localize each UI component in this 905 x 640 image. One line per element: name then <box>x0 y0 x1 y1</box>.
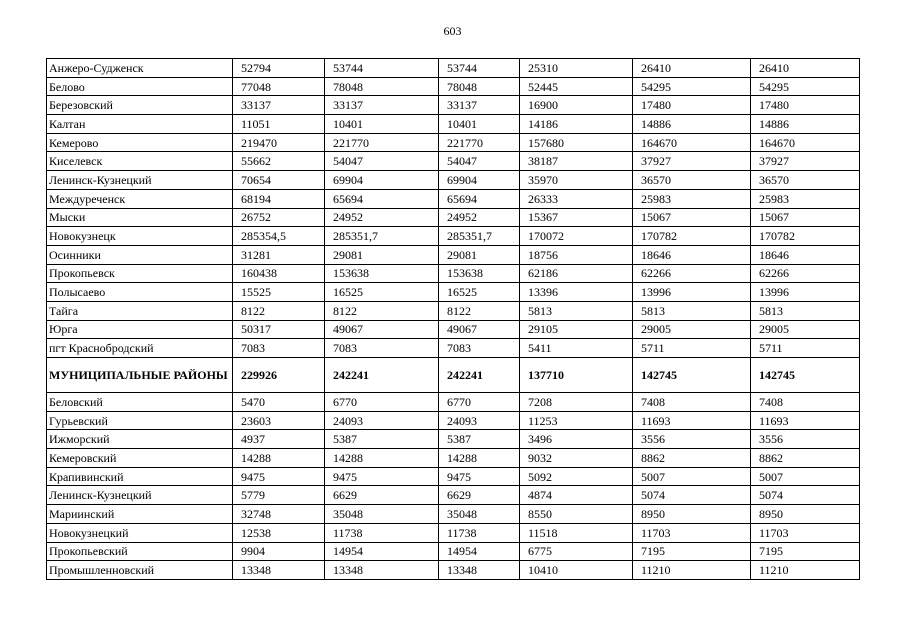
table-row <box>47 542 860 561</box>
table-row <box>47 561 860 580</box>
row-name-cell: Беловский <box>47 393 233 412</box>
value-cell-col-4: 26333 <box>520 189 633 208</box>
value-cell-col-2: 24093 <box>325 411 439 430</box>
value-cell-col-1: 285354,5 <box>233 227 325 246</box>
value-cell-col-2: 29081 <box>325 245 439 264</box>
table-row <box>47 208 860 227</box>
value-cell-col-1: 12538 <box>233 523 325 542</box>
value-cell-col-4: 4874 <box>520 486 633 505</box>
row-name-cell: Кемерово <box>47 133 233 152</box>
table-body <box>47 59 860 580</box>
row-name-cell: Тайга <box>47 301 233 320</box>
value-cell-col-4: 7208 <box>520 393 633 412</box>
table-row <box>47 245 860 264</box>
value-cell-col-1: 160438 <box>233 264 325 283</box>
value-cell-col-5: 37927 <box>633 152 751 171</box>
value-cell-col-3: 10401 <box>439 115 520 134</box>
value-cell-col-1: 4937 <box>233 430 325 449</box>
value-cell-col-2: 14288 <box>325 449 439 468</box>
value-cell-col-2: 242241 <box>325 358 439 393</box>
row-name-cell: Осинники <box>47 245 233 264</box>
value-cell-col-1: 33137 <box>233 96 325 115</box>
table-row <box>47 283 860 302</box>
row-name-cell: Прокопьевск <box>47 264 233 283</box>
table-row <box>47 449 860 468</box>
value-cell-col-4: 29105 <box>520 320 633 339</box>
value-cell-col-4: 3496 <box>520 430 633 449</box>
value-cell-col-6: 5007 <box>751 467 860 486</box>
row-name-cell: Ленинск-Кузнецкий <box>47 171 233 190</box>
value-cell-col-6: 5074 <box>751 486 860 505</box>
row-name-cell: Ижморский <box>47 430 233 449</box>
value-cell-col-1: 5779 <box>233 486 325 505</box>
row-name-cell: Ленинск-Кузнецкий <box>47 486 233 505</box>
row-name-cell: Анжеро-Судженск <box>47 59 233 78</box>
table-row <box>47 411 860 430</box>
value-cell-col-6: 11693 <box>751 411 860 430</box>
value-cell-col-3: 7083 <box>439 339 520 358</box>
value-cell-col-5: 8950 <box>633 505 751 524</box>
table-row <box>47 115 860 134</box>
value-cell-col-6: 17480 <box>751 96 860 115</box>
value-cell-col-2: 33137 <box>325 96 439 115</box>
value-cell-col-5: 17480 <box>633 96 751 115</box>
value-cell-col-2: 14954 <box>325 542 439 561</box>
value-cell-col-3: 9475 <box>439 467 520 486</box>
row-name-cell: пгт Краснобродский <box>47 339 233 358</box>
value-cell-col-5: 7408 <box>633 393 751 412</box>
value-cell-col-4: 6775 <box>520 542 633 561</box>
value-cell-col-2: 16525 <box>325 283 439 302</box>
table-row <box>47 486 860 505</box>
value-cell-col-4: 14186 <box>520 115 633 134</box>
row-name-cell: Мыски <box>47 208 233 227</box>
value-cell-col-6: 8950 <box>751 505 860 524</box>
row-name-cell: Березовский <box>47 96 233 115</box>
value-cell-col-1: 55662 <box>233 152 325 171</box>
value-cell-col-3: 14954 <box>439 542 520 561</box>
row-name-cell: МУНИЦИПАЛЬНЫЕ РАЙОНЫ <box>47 358 233 393</box>
table-row <box>47 505 860 524</box>
value-cell-col-6: 7195 <box>751 542 860 561</box>
value-cell-col-6: 62266 <box>751 264 860 283</box>
value-cell-col-2: 5387 <box>325 430 439 449</box>
table-row-summary <box>47 358 860 393</box>
value-cell-col-6: 7408 <box>751 393 860 412</box>
table-row <box>47 59 860 78</box>
value-cell-col-5: 5007 <box>633 467 751 486</box>
value-cell-col-2: 53744 <box>325 59 439 78</box>
value-cell-col-6: 11210 <box>751 561 860 580</box>
value-cell-col-3: 14288 <box>439 449 520 468</box>
value-cell-col-3: 6629 <box>439 486 520 505</box>
value-cell-col-4: 18756 <box>520 245 633 264</box>
value-cell-col-6: 54295 <box>751 77 860 96</box>
value-cell-col-1: 26752 <box>233 208 325 227</box>
value-cell-col-5: 5711 <box>633 339 751 358</box>
value-cell-col-3: 49067 <box>439 320 520 339</box>
value-cell-col-1: 31281 <box>233 245 325 264</box>
row-name-cell: Новокузнецк <box>47 227 233 246</box>
value-cell-col-5: 25983 <box>633 189 751 208</box>
value-cell-col-5: 18646 <box>633 245 751 264</box>
value-cell-col-3: 65694 <box>439 189 520 208</box>
value-cell-col-1: 229926 <box>233 358 325 393</box>
value-cell-col-2: 6770 <box>325 393 439 412</box>
value-cell-col-3: 8122 <box>439 301 520 320</box>
value-cell-col-4: 16900 <box>520 96 633 115</box>
row-name-cell: Кемеровский <box>47 449 233 468</box>
value-cell-col-4: 38187 <box>520 152 633 171</box>
value-cell-col-6: 18646 <box>751 245 860 264</box>
value-cell-col-4: 137710 <box>520 358 633 393</box>
value-cell-col-4: 5411 <box>520 339 633 358</box>
value-cell-col-2: 221770 <box>325 133 439 152</box>
value-cell-col-6: 25983 <box>751 189 860 208</box>
value-cell-col-1: 13348 <box>233 561 325 580</box>
table-row <box>47 320 860 339</box>
value-cell-col-4: 52445 <box>520 77 633 96</box>
value-cell-col-3: 221770 <box>439 133 520 152</box>
value-cell-col-6: 5813 <box>751 301 860 320</box>
value-cell-col-5: 142745 <box>633 358 751 393</box>
table-row <box>47 152 860 171</box>
value-cell-col-2: 7083 <box>325 339 439 358</box>
table-row <box>47 393 860 412</box>
value-cell-col-3: 78048 <box>439 77 520 96</box>
table-row <box>47 171 860 190</box>
value-cell-col-1: 68194 <box>233 189 325 208</box>
row-name-cell: Крапивинский <box>47 467 233 486</box>
value-cell-col-1: 9904 <box>233 542 325 561</box>
row-name-cell: Промышленновский <box>47 561 233 580</box>
value-cell-col-3: 54047 <box>439 152 520 171</box>
value-cell-col-1: 9475 <box>233 467 325 486</box>
value-cell-col-4: 11253 <box>520 411 633 430</box>
row-name-cell: Междуреченск <box>47 189 233 208</box>
value-cell-col-3: 242241 <box>439 358 520 393</box>
table-row <box>47 189 860 208</box>
value-cell-col-3: 11738 <box>439 523 520 542</box>
value-cell-col-2: 35048 <box>325 505 439 524</box>
value-cell-col-3: 153638 <box>439 264 520 283</box>
value-cell-col-2: 153638 <box>325 264 439 283</box>
value-cell-col-2: 78048 <box>325 77 439 96</box>
value-cell-col-6: 29005 <box>751 320 860 339</box>
value-cell-col-3: 5387 <box>439 430 520 449</box>
table-row <box>47 430 860 449</box>
row-name-cell: Киселевск <box>47 152 233 171</box>
value-cell-col-5: 54295 <box>633 77 751 96</box>
value-cell-col-3: 13348 <box>439 561 520 580</box>
row-name-cell: Полысаево <box>47 283 233 302</box>
value-cell-col-6: 13996 <box>751 283 860 302</box>
value-cell-col-1: 15525 <box>233 283 325 302</box>
value-cell-col-6: 11703 <box>751 523 860 542</box>
value-cell-col-5: 11693 <box>633 411 751 430</box>
value-cell-col-2: 54047 <box>325 152 439 171</box>
row-name-cell: Юрга <box>47 320 233 339</box>
value-cell-col-2: 11738 <box>325 523 439 542</box>
value-cell-col-5: 170782 <box>633 227 751 246</box>
value-cell-col-5: 11210 <box>633 561 751 580</box>
table-row <box>47 133 860 152</box>
row-name-cell: Белово <box>47 77 233 96</box>
value-cell-col-5: 29005 <box>633 320 751 339</box>
row-name-cell: Гурьевский <box>47 411 233 430</box>
value-cell-col-3: 53744 <box>439 59 520 78</box>
table-row <box>47 264 860 283</box>
value-cell-col-1: 5470 <box>233 393 325 412</box>
value-cell-col-1: 219470 <box>233 133 325 152</box>
value-cell-col-2: 65694 <box>325 189 439 208</box>
value-cell-col-4: 5813 <box>520 301 633 320</box>
value-cell-col-3: 24952 <box>439 208 520 227</box>
value-cell-col-5: 5813 <box>633 301 751 320</box>
value-cell-col-5: 13996 <box>633 283 751 302</box>
value-cell-col-1: 70654 <box>233 171 325 190</box>
value-cell-col-3: 24093 <box>439 411 520 430</box>
value-cell-col-2: 10401 <box>325 115 439 134</box>
value-cell-col-5: 14886 <box>633 115 751 134</box>
value-cell-col-1: 32748 <box>233 505 325 524</box>
row-name-cell: Мариинский <box>47 505 233 524</box>
value-cell-col-1: 23603 <box>233 411 325 430</box>
value-cell-col-2: 9475 <box>325 467 439 486</box>
value-cell-col-6: 15067 <box>751 208 860 227</box>
value-cell-col-2: 49067 <box>325 320 439 339</box>
value-cell-col-3: 69904 <box>439 171 520 190</box>
value-cell-col-4: 35970 <box>520 171 633 190</box>
table-row <box>47 96 860 115</box>
row-name-cell: Калтан <box>47 115 233 134</box>
value-cell-col-3: 29081 <box>439 245 520 264</box>
value-cell-col-6: 164670 <box>751 133 860 152</box>
value-cell-col-5: 36570 <box>633 171 751 190</box>
value-cell-col-2: 24952 <box>325 208 439 227</box>
value-cell-col-3: 16525 <box>439 283 520 302</box>
value-cell-col-6: 14886 <box>751 115 860 134</box>
value-cell-col-4: 11518 <box>520 523 633 542</box>
value-cell-col-1: 52794 <box>233 59 325 78</box>
value-cell-col-5: 26410 <box>633 59 751 78</box>
value-cell-col-4: 15367 <box>520 208 633 227</box>
value-cell-col-3: 285351,7 <box>439 227 520 246</box>
value-cell-col-2: 13348 <box>325 561 439 580</box>
value-cell-col-6: 36570 <box>751 171 860 190</box>
value-cell-col-2: 285351,7 <box>325 227 439 246</box>
value-cell-col-6: 8862 <box>751 449 860 468</box>
value-cell-col-6: 37927 <box>751 152 860 171</box>
value-cell-col-5: 11703 <box>633 523 751 542</box>
data-table <box>46 58 860 580</box>
value-cell-col-2: 8122 <box>325 301 439 320</box>
value-cell-col-5: 8862 <box>633 449 751 468</box>
value-cell-col-1: 7083 <box>233 339 325 358</box>
value-cell-col-4: 62186 <box>520 264 633 283</box>
value-cell-col-6: 5711 <box>751 339 860 358</box>
value-cell-col-1: 11051 <box>233 115 325 134</box>
value-cell-col-1: 8122 <box>233 301 325 320</box>
row-name-cell: Прокопьевский <box>47 542 233 561</box>
value-cell-col-6: 3556 <box>751 430 860 449</box>
value-cell-col-1: 14288 <box>233 449 325 468</box>
value-cell-col-1: 77048 <box>233 77 325 96</box>
value-cell-col-4: 170072 <box>520 227 633 246</box>
value-cell-col-3: 35048 <box>439 505 520 524</box>
value-cell-col-4: 157680 <box>520 133 633 152</box>
value-cell-col-5: 3556 <box>633 430 751 449</box>
table-row <box>47 77 860 96</box>
value-cell-col-2: 6629 <box>325 486 439 505</box>
value-cell-col-5: 7195 <box>633 542 751 561</box>
value-cell-col-3: 33137 <box>439 96 520 115</box>
value-cell-col-4: 13396 <box>520 283 633 302</box>
table-row <box>47 301 860 320</box>
value-cell-col-1: 50317 <box>233 320 325 339</box>
value-cell-col-2: 69904 <box>325 171 439 190</box>
value-cell-col-5: 15067 <box>633 208 751 227</box>
value-cell-col-3: 6770 <box>439 393 520 412</box>
value-cell-col-4: 5092 <box>520 467 633 486</box>
value-cell-col-4: 9032 <box>520 449 633 468</box>
value-cell-col-6: 26410 <box>751 59 860 78</box>
row-name-cell: Новокузнецкий <box>47 523 233 542</box>
value-cell-col-6: 142745 <box>751 358 860 393</box>
value-cell-col-4: 25310 <box>520 59 633 78</box>
value-cell-col-5: 62266 <box>633 264 751 283</box>
table-row <box>47 227 860 246</box>
value-cell-col-4: 8550 <box>520 505 633 524</box>
page-number: 603 <box>443 24 462 38</box>
value-cell-col-5: 5074 <box>633 486 751 505</box>
value-cell-col-6: 170782 <box>751 227 860 246</box>
table-row <box>47 339 860 358</box>
value-cell-col-4: 10410 <box>520 561 633 580</box>
value-cell-col-5: 164670 <box>633 133 751 152</box>
table-row <box>47 467 860 486</box>
table-row <box>47 523 860 542</box>
